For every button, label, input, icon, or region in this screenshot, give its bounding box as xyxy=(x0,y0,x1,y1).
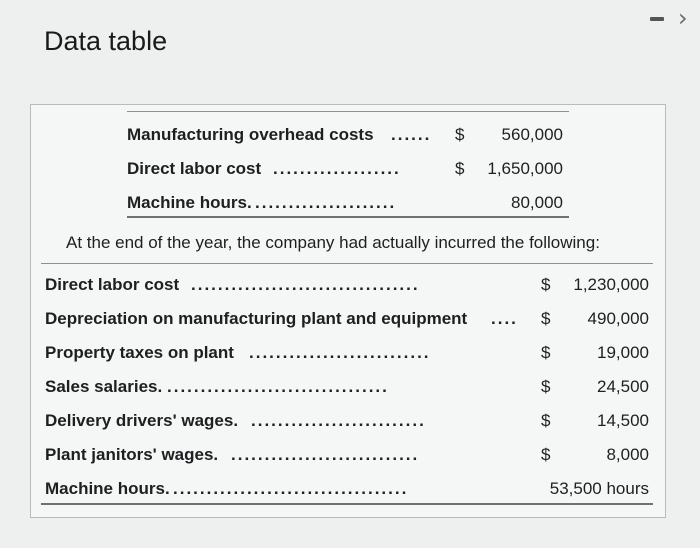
actual-row-label: Delivery drivers' wages. xyxy=(45,411,239,430)
budget-row-dollar: $ xyxy=(455,125,465,144)
close-icon[interactable]: › xyxy=(678,4,688,32)
actual-row-dollar: $ xyxy=(541,343,551,362)
budget-row-amount: 1,650,000 xyxy=(487,159,563,178)
actual-row-dollar: $ xyxy=(541,275,551,294)
actual-row-dots: .................................. xyxy=(191,275,420,294)
actual-row-label: Plant janitors' wages. xyxy=(45,445,219,464)
actual-row xyxy=(45,479,651,501)
actual-row-amount: 14,500 xyxy=(597,411,649,430)
budget-bottom-rule xyxy=(127,216,569,218)
actual-row-dots: .... xyxy=(491,309,518,328)
budget-row-dollar: $ xyxy=(455,159,465,178)
actual-row-dollar: $ xyxy=(541,377,551,396)
actual-row-dots: .......................... xyxy=(251,411,426,430)
actual-row-label: Depreciation on manufacturing plant and equipment xyxy=(45,309,468,328)
actual-row-dollar: $ xyxy=(541,309,551,328)
budget-top-rule xyxy=(127,111,569,112)
actual-row xyxy=(45,343,651,365)
actual-row-dots: ............................ xyxy=(231,445,420,464)
dialog-title: Data table xyxy=(44,26,168,56)
budget-row-dots: ..................... xyxy=(255,193,397,212)
actual-row-dots: ................................... xyxy=(173,479,409,498)
actual-row xyxy=(45,377,651,399)
budget-row xyxy=(127,159,569,181)
actual-row xyxy=(45,275,651,297)
actual-row-label: Direct labor cost xyxy=(45,275,180,294)
actual-row xyxy=(45,309,651,331)
actual-row-label: Sales salaries. xyxy=(45,377,163,396)
actual-row xyxy=(45,411,651,433)
actual-row-label: Machine hours. xyxy=(45,479,170,498)
actual-row-amount: 8,000 xyxy=(606,445,649,464)
budget-row-amount: 560,000 xyxy=(501,125,563,144)
budget-row-label: Machine hours. xyxy=(127,193,252,212)
actual-row-amount: 19,000 xyxy=(597,343,649,362)
minimize-icon[interactable] xyxy=(650,17,664,21)
actual-row-dots: ................................. xyxy=(167,377,389,396)
budget-row-label: Direct labor cost xyxy=(127,159,262,178)
budget-row-amount: 80,000 xyxy=(511,193,563,212)
actual-row-amount: 53,500 hours xyxy=(549,479,649,498)
actual-row-amount: 490,000 xyxy=(587,309,649,328)
actual-row-amount: 24,500 xyxy=(597,377,649,396)
budget-row-dots: ................... xyxy=(273,159,401,178)
budget-row xyxy=(127,193,569,215)
actual-bottom-rule xyxy=(41,503,653,505)
actual-top-rule xyxy=(41,263,653,264)
actual-row xyxy=(45,445,651,467)
intro-text: At the end of the year, the company had actually incurred the following: xyxy=(66,233,600,252)
actual-row-dollar: $ xyxy=(541,411,551,430)
actual-row-label: Property taxes on plant xyxy=(45,343,234,362)
budget-row xyxy=(127,125,569,147)
data-table-panel xyxy=(30,104,666,518)
budget-row-label: Manufacturing overhead costs xyxy=(127,125,374,144)
budget-row-dots: ...... xyxy=(391,125,432,144)
actual-row-dots: ........................... xyxy=(249,343,431,362)
actual-row-amount: 1,230,000 xyxy=(573,275,649,294)
actual-row-dollar: $ xyxy=(541,445,551,464)
